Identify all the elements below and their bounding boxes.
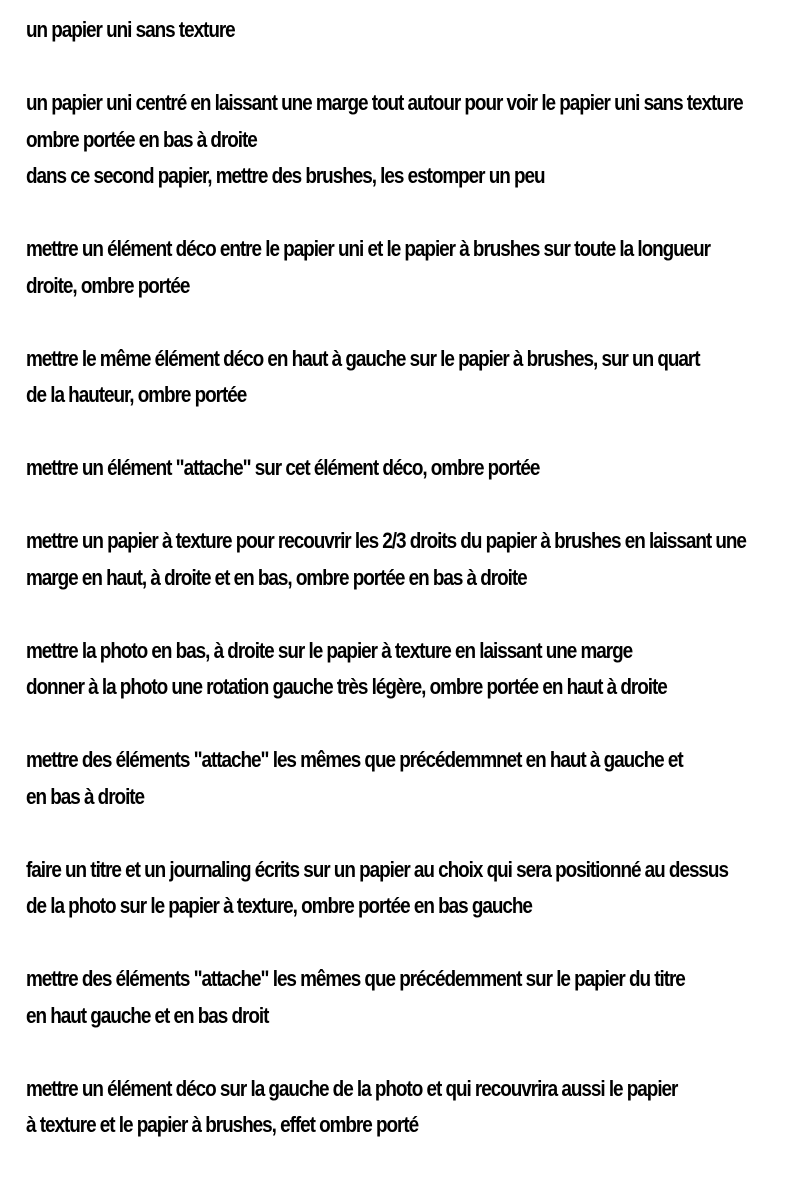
text-line: en bas à droite xyxy=(26,783,145,809)
blank-line xyxy=(26,487,688,524)
text-line: de la photo sur le papier à texture, ombre portée en bas gauche xyxy=(26,893,532,918)
text-line: de la hauteur, ombre portée xyxy=(26,382,247,407)
blank-line xyxy=(26,925,688,962)
text-line: mettre un élément déco sur la gauche de la photo et qui recouvrira aussi le papier xyxy=(26,1075,678,1101)
text-line: mettre un élément déco entre le papier uni et le papier à brushes sur toute la longueur xyxy=(26,236,711,261)
blank-line xyxy=(26,304,688,341)
blank-line xyxy=(26,815,688,852)
instructions-document xyxy=(26,12,746,1144)
text-line: marge en haut, à droite et en bas, ombre portée en bas à droite xyxy=(26,564,527,590)
blank-line xyxy=(26,49,688,86)
text-line: donner à la photo une rotation gauche très légère, ombre portée en haut à droite xyxy=(26,674,667,699)
text-line: en haut gauche et en bas droit xyxy=(26,1002,269,1028)
blank-line xyxy=(26,596,688,633)
text-line: mettre un papier à texture pour recouvrir les 2/3 droits du papier à brushes en laissant une xyxy=(26,528,746,553)
text-line: un papier uni sans texture xyxy=(26,17,235,42)
text-line: mettre des éléments "attache" les mêmes que précédemmnet en haut à gauche et xyxy=(26,747,683,772)
blank-line xyxy=(26,195,688,232)
text-line: mettre un élément "attache" sur cet élément déco, ombre portée xyxy=(26,455,540,480)
text-line: faire un titre et un journaling écrits sur un papier au choix qui sera positionné au dessus xyxy=(26,856,728,882)
text-line: dans ce second papier, mettre des brushes, les estomper un peu xyxy=(26,163,545,188)
text-line: mettre des éléments "attache" les mêmes que précédemment sur le papier du titre xyxy=(26,966,685,991)
text-line: mettre la photo en bas, à droite sur le papier à texture en laissant une marge xyxy=(26,637,633,663)
blank-line xyxy=(26,414,688,451)
blank-line xyxy=(26,1034,688,1071)
text-line: un papier uni centré en laissant une marge tout autour pour voir le papier uni sans texture xyxy=(26,90,743,115)
text-line: droite, ombre portée xyxy=(26,272,190,298)
text-line: mettre le même élément déco en haut à gauche sur le papier à brushes, sur un quart xyxy=(26,345,700,371)
text-line: ombre portée en bas à droite xyxy=(26,126,257,152)
blank-line xyxy=(26,706,688,743)
text-line: à texture et le papier à brushes, effet ombre porté xyxy=(26,1112,419,1137)
